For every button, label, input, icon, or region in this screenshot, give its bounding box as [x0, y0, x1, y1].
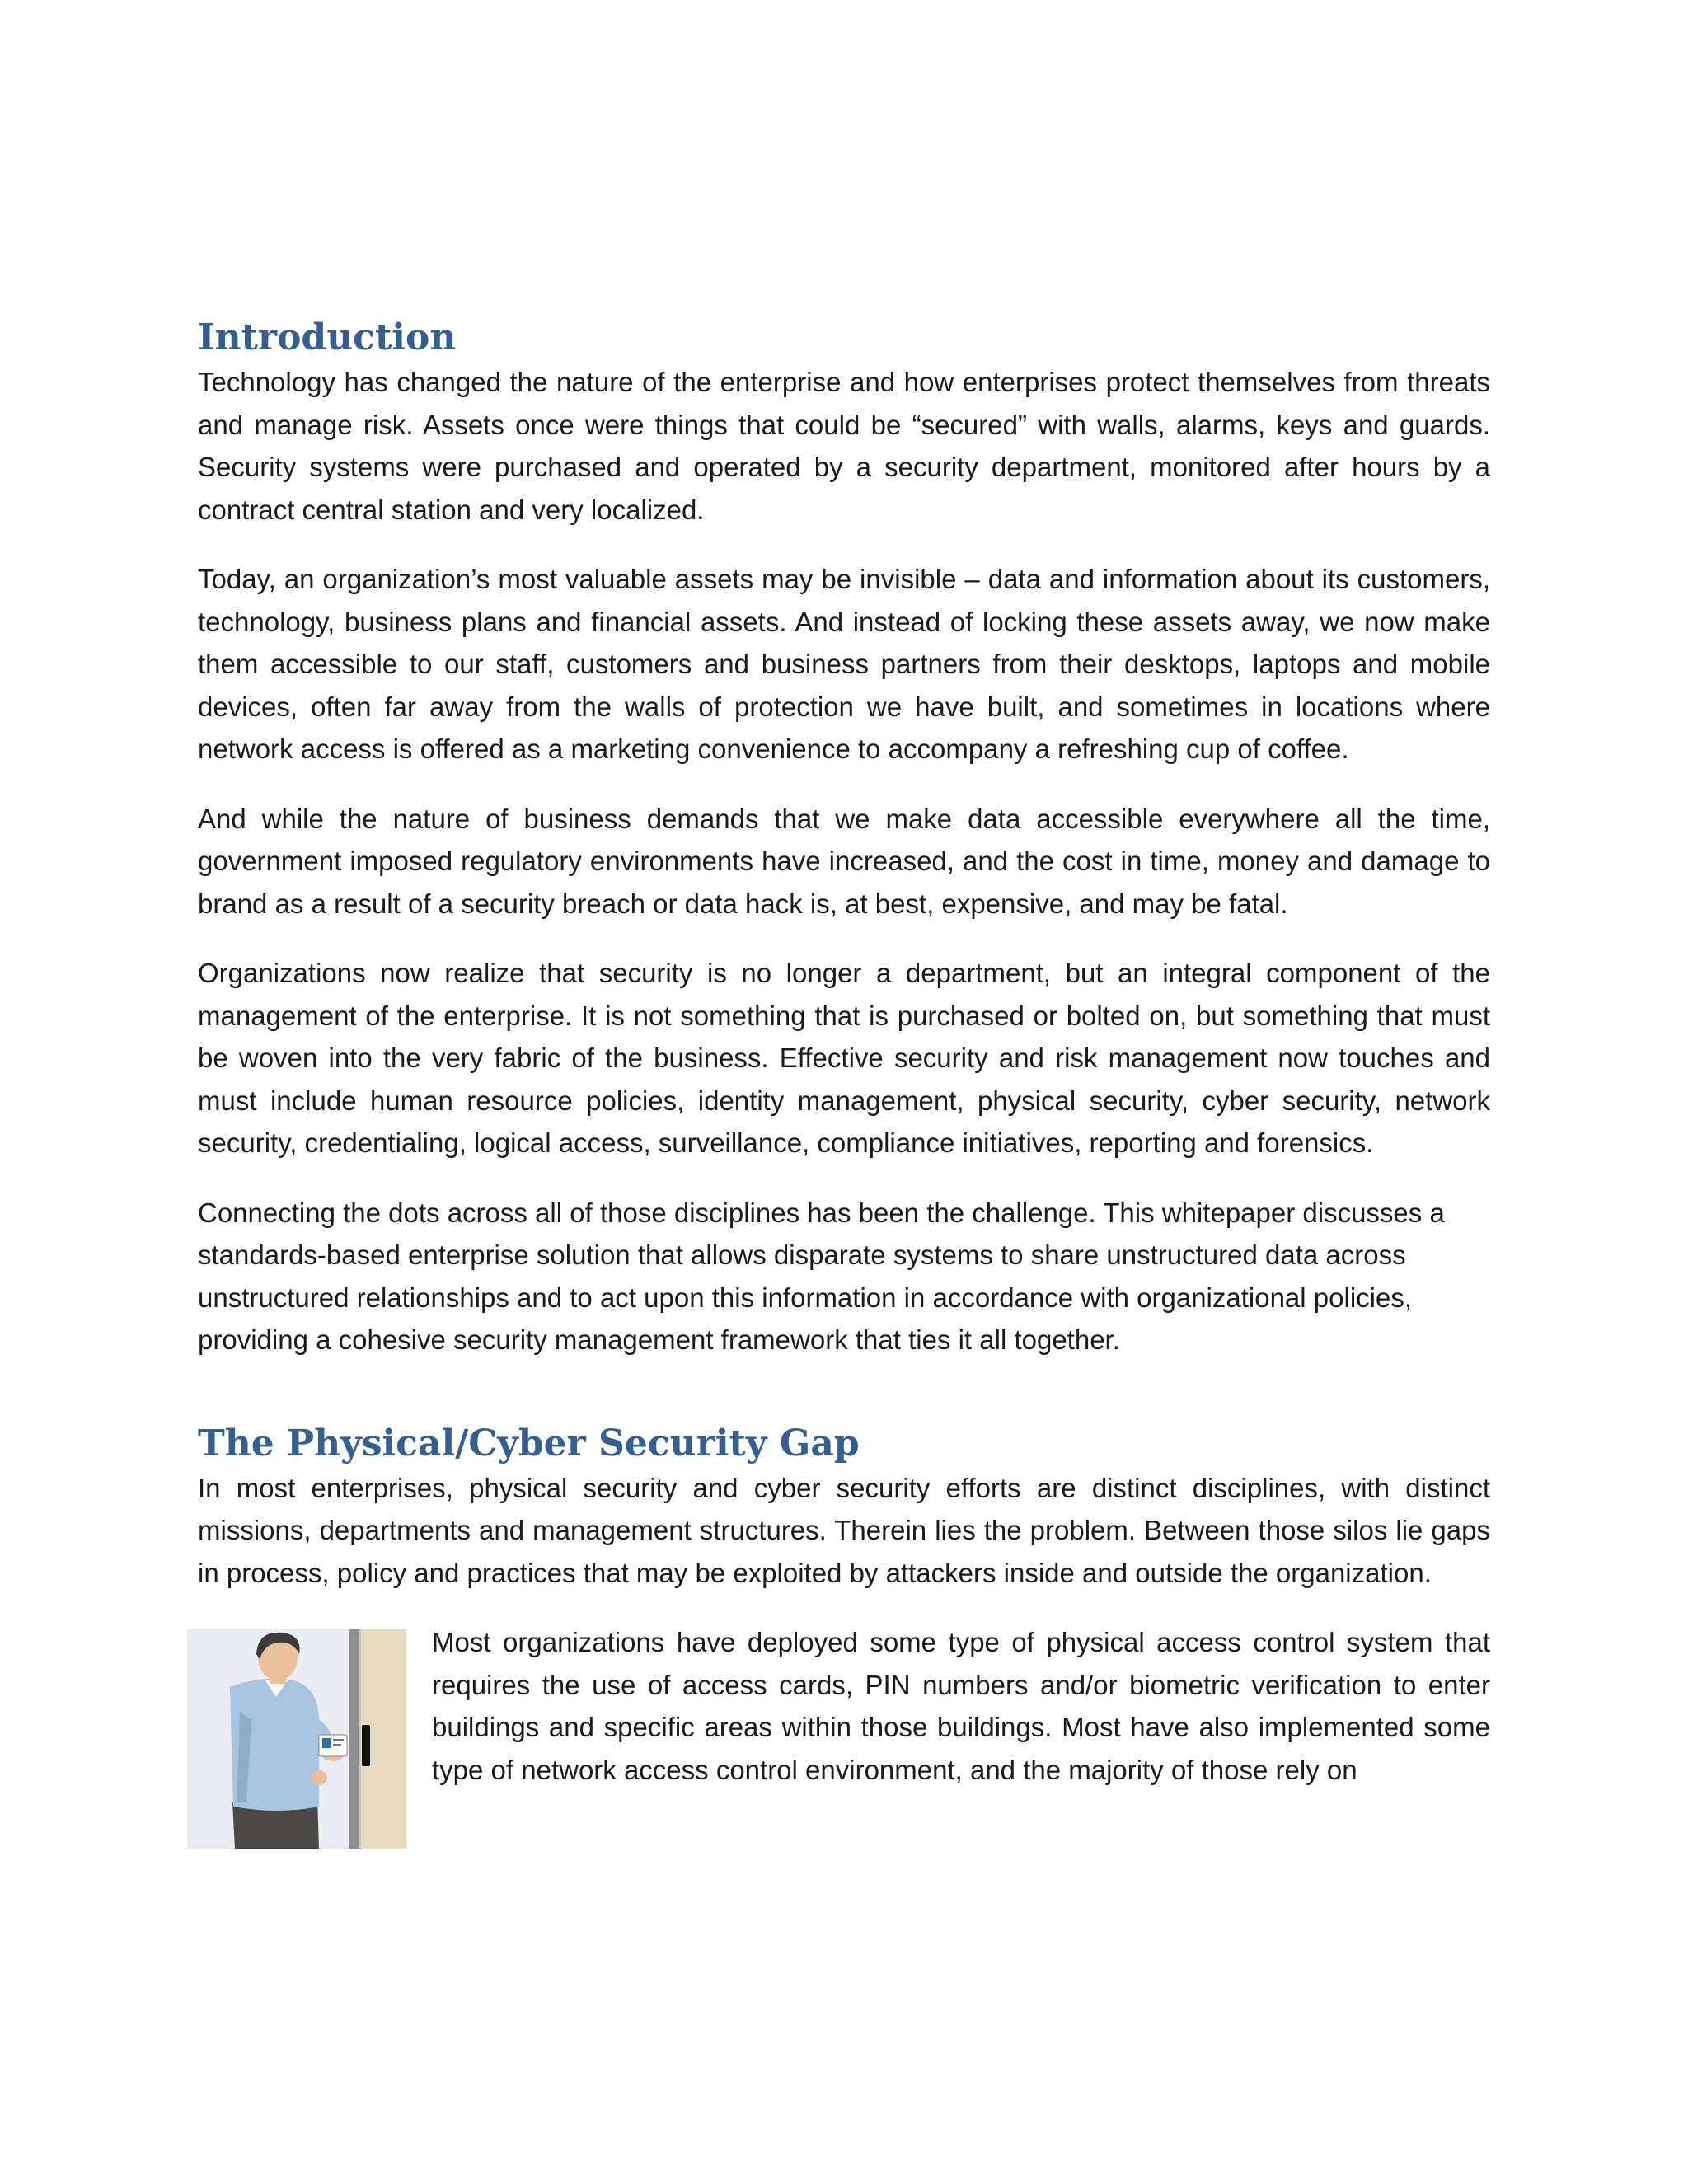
figure-with-text	[198, 1621, 1490, 1849]
person-badge-reader-icon	[187, 1629, 406, 1849]
intro-paragraph-1: Technology has changed the nature of the enterprise and how enterprises protect themselves from threats and manage risk. Assets once were things that could be “secured” with walls, alarms, keys and guards. Security systems were purchased and operated by a security department, monitored after hours by a contract central station and very localized.	[198, 367, 1490, 525]
intro-paragraph-5: Connecting the dots across all of those disciplines has been the challenge. This whitepaper discusses a standards-based enterprise solution that allows disparate systems to share unstructured data across unstructured relationships and to act upon this information in accordance with organizational policies, providing a cohesive security management framework that ties it all together.	[198, 1197, 1445, 1355]
section-heading-introduction: Introduction	[198, 316, 457, 359]
gap-paragraph-1: In most enterprises, physical security and cyber security efforts are distinct disciplines, with distinct missions, departments and management structures. Therein lies the problem. Between those silos lie gaps in process, policy and practices that may be exploited by attackers inside and outside the organization.	[198, 1472, 1490, 1588]
section-heading-security-gap: The Physical/Cyber Security Gap	[198, 1422, 860, 1465]
intro-paragraph-4: Organizations now realize that security is no longer a department, but an integral component of the management of the enterprise. It is not something that is purchased or bolted on, but something that must be woven into the very fabric of the business. Effective security and risk management now touches and must include human resource policies, identity management, physical security, cyber security, network security, credentialing, logical access, surveillance, compliance initiatives, reporting and forensics.	[198, 958, 1490, 1158]
intro-paragraph-3: And while the nature of business demands that we make data accessible everywhere all the time, government imposed regulatory environments have increased, and the cost in time, money and damage to brand as a result of a security breach or data hack is, at best, expensive, and may be fatal.	[198, 803, 1490, 919]
gap-paragraph-2: Most organizations have deployed some type of physical access control system that requires the use of access cards, PIN numbers and/or biometric verification to enter buildings and specific areas within those buildings. Most have also implemented some type of network access control environment, and the majority of those rely on	[432, 1627, 1490, 1785]
intro-paragraph-2: Today, an organization’s most valuable assets may be invisible – data and information about its customers, technology, business plans and financial assets. And instead of locking these assets away, we now make them accessible to our staff, customers and business partners from their desktops, laptops and mobile devices, often far away from the walls of protection we have built, and sometimes in locations where network access is offered as a marketing convenience to accompany a refreshing cup of coffee.	[198, 564, 1490, 764]
document-page	[198, 0, 1490, 2184]
